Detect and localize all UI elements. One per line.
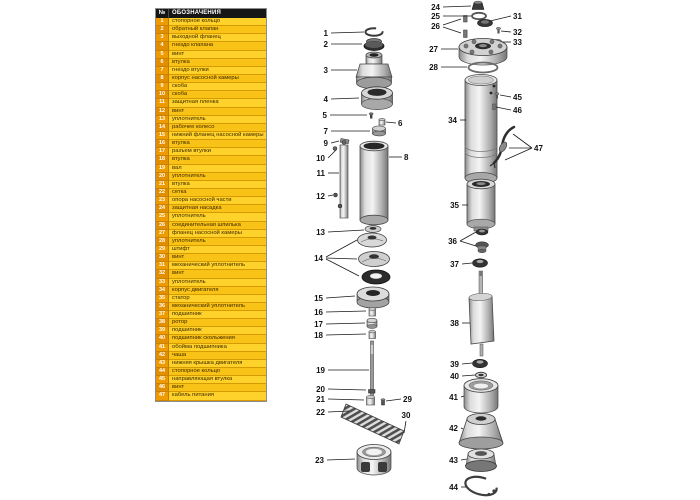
- row-number: 22: [156, 189, 169, 197]
- leader-line: [328, 399, 364, 400]
- row-number: 15: [156, 132, 169, 140]
- callout-label: 39: [450, 360, 459, 369]
- row-number: 2: [156, 26, 169, 34]
- callout-label: 5: [322, 111, 327, 120]
- leader-line: [328, 389, 366, 390]
- leader-line: [327, 459, 355, 460]
- callout-label: 14: [314, 254, 323, 263]
- leader-line: [462, 363, 472, 364]
- callout-label: 38: [450, 319, 459, 328]
- row-number: 42: [156, 352, 169, 360]
- callout-label: 4: [323, 95, 328, 104]
- part-screw-46: [493, 104, 496, 110]
- leader-line: [331, 32, 364, 33]
- part-lower-flange-15: [357, 287, 389, 308]
- callout-label: 44: [449, 483, 458, 492]
- part-seal-20: [369, 390, 376, 394]
- callout-label: 46: [513, 106, 522, 115]
- leader-line: [404, 421, 406, 433]
- part-rotor-38: [469, 271, 494, 356]
- part-bushing-18: [369, 330, 376, 338]
- leader-line: [328, 150, 336, 158]
- leader-line: [331, 141, 339, 143]
- row-number: 3: [156, 34, 169, 42]
- row-part-name: разъем втулки: [169, 148, 266, 156]
- row-number: 47: [156, 392, 169, 400]
- row-number: 29: [156, 246, 169, 254]
- row-number: 36: [156, 303, 169, 311]
- part-motor-bottom-cap-43: [466, 449, 497, 472]
- row-part-name: уплотнитель: [169, 238, 266, 246]
- part-impellers-14: [358, 233, 391, 284]
- leader-line: [461, 396, 464, 397]
- callout-label: 43: [449, 456, 458, 465]
- row-part-name: гнездо клапана: [169, 42, 266, 50]
- callout-label: 40: [450, 372, 459, 381]
- row-part-name: направляющая втулка: [169, 376, 266, 384]
- row-part-name: механический уплотнитель: [169, 303, 266, 311]
- callout-label: 21: [316, 395, 325, 404]
- row-part-name: чаша: [169, 352, 266, 360]
- part-pin-29: [381, 399, 385, 405]
- row-number: 37: [156, 311, 169, 319]
- callout-label: 32: [513, 28, 522, 37]
- callout-label: 31: [513, 12, 522, 21]
- row-number: 19: [156, 165, 169, 173]
- leader-line: [328, 195, 333, 196]
- callout-label: 11: [316, 169, 325, 178]
- row-number: 33: [156, 279, 169, 287]
- row-number: 1: [156, 18, 169, 26]
- row-part-name: втулка: [169, 156, 266, 164]
- callout-label: 35: [450, 201, 459, 210]
- part-protective-cap-24: [472, 1, 484, 9]
- row-part-name: статор: [169, 295, 266, 303]
- part-clamp-10: [333, 147, 337, 151]
- row-number: 10: [156, 91, 169, 99]
- row-part-name: нижняя крышка двигателя: [169, 360, 266, 368]
- callout-label: 36: [448, 237, 457, 246]
- leader-line: [500, 95, 511, 97]
- row-part-name: гнездо втулки: [169, 67, 266, 75]
- leader-line: [443, 6, 471, 7]
- row-number: 5: [156, 51, 169, 59]
- callout-label: 1: [323, 29, 328, 38]
- row-part-name: корпус двигателя: [169, 287, 266, 295]
- leader-line: [386, 399, 401, 401]
- row-number: 30: [156, 254, 169, 262]
- row-part-name: механический уплотнитель: [169, 262, 266, 270]
- row-number: 31: [156, 262, 169, 270]
- row-part-name: подшипник: [169, 327, 266, 335]
- callout-label: 3: [323, 66, 328, 75]
- part-screw-32: [496, 27, 500, 33]
- leader-line: [461, 428, 463, 429]
- callout-label: 29: [403, 395, 412, 404]
- part-cup-42: [459, 414, 503, 450]
- row-number: 7: [156, 67, 169, 75]
- callout-label: 13: [316, 228, 325, 237]
- part-bearing-37: [473, 259, 488, 267]
- callout-label: 37: [450, 260, 459, 269]
- header-name-column: ОБОЗНАЧЕНИЯ: [172, 10, 221, 16]
- row-part-name: ротор: [169, 319, 266, 327]
- leader-line: [462, 375, 475, 376]
- row-number: 8: [156, 75, 169, 83]
- leader-line: [326, 240, 357, 257]
- row-part-name: винт: [169, 51, 266, 59]
- part-bushing-6: [379, 118, 385, 125]
- row-part-name: корпус насосной камеры: [169, 75, 266, 83]
- row-part-name: кабель питания: [169, 392, 266, 400]
- leader-line: [462, 263, 472, 264]
- leader-line: [460, 232, 476, 241]
- callout-label: 33: [513, 38, 522, 47]
- leader-line: [443, 19, 461, 25]
- part-bearing-sleeve-41: [464, 379, 498, 413]
- leader-line: [386, 122, 396, 123]
- row-part-name: втулка: [169, 59, 266, 67]
- row-number: 20: [156, 173, 169, 181]
- leader-line: [461, 459, 467, 460]
- row-part-name: винт: [169, 270, 266, 278]
- callout-label: 18: [314, 331, 323, 340]
- row-part-name: винт: [169, 108, 266, 116]
- part-snap-ring-1: [366, 28, 383, 36]
- row-part-name: скоба: [169, 91, 266, 99]
- leader-line: [496, 107, 511, 110]
- row-part-name: выходной фланец: [169, 34, 266, 42]
- part-motor-housing-34: [465, 75, 497, 184]
- part-bushing-21: [367, 395, 375, 405]
- row-number: 46: [156, 384, 169, 392]
- callout-label: 20: [316, 385, 325, 394]
- callout-label: 45: [513, 93, 522, 102]
- row-number: 41: [156, 344, 169, 352]
- callout-label: 6: [398, 119, 403, 128]
- part-slide-bearing-40: [476, 372, 487, 378]
- header-number-column: №: [156, 9, 169, 18]
- row-part-name: защитная пленка: [169, 99, 266, 107]
- callout-label: 27: [429, 45, 438, 54]
- row-number: 24: [156, 205, 169, 213]
- row-number: 25: [156, 213, 169, 221]
- part-pump-support-23: [357, 445, 391, 476]
- row-number: 21: [156, 181, 169, 189]
- row-part-name: штифт: [169, 246, 266, 254]
- leader-line: [490, 16, 511, 21]
- callout-label: 8: [404, 153, 409, 162]
- part-mech-seal-36: [476, 229, 489, 253]
- row-part-name: стопорное кольцо: [169, 368, 266, 376]
- row-part-name: уплотнитель: [169, 116, 266, 124]
- callout-label: 34: [448, 116, 457, 125]
- leader-line: [460, 241, 476, 246]
- part-stator-35: [467, 179, 495, 231]
- callout-label: 26: [431, 22, 440, 31]
- leader-line: [443, 27, 461, 33]
- row-number: 34: [156, 287, 169, 295]
- callout-label: 10: [316, 154, 325, 163]
- row-part-name: уплотнитель: [169, 213, 266, 221]
- callout-label: 41: [449, 393, 458, 402]
- callout-label: 30: [401, 411, 411, 420]
- callout-label: 19: [316, 366, 325, 375]
- row-number: 23: [156, 197, 169, 205]
- row-part-name: подшипник скольжения: [169, 335, 266, 343]
- row-part-name: подшипник: [169, 311, 266, 319]
- part-studs-26: [464, 16, 468, 38]
- row-number: 16: [156, 140, 169, 148]
- row-part-name: защитная насадка: [169, 205, 266, 213]
- row-number: 18: [156, 156, 169, 164]
- callout-label: 47: [534, 144, 543, 153]
- part-snap-ring-44: [463, 474, 498, 499]
- row-number: 43: [156, 360, 169, 368]
- part-mesh-screen-22: [341, 404, 404, 444]
- callout-label: 12: [316, 192, 325, 201]
- row-number: 14: [156, 124, 169, 132]
- row-part-name: скоба: [169, 83, 266, 91]
- leader-line: [326, 296, 355, 298]
- part-oring-25: [472, 13, 486, 19]
- row-part-name: втулка: [169, 140, 266, 148]
- row-part-name: стопорное кольцо: [169, 18, 266, 26]
- row-number: 45: [156, 376, 169, 384]
- row-number: 17: [156, 148, 169, 156]
- row-part-name: обойма подшипника: [169, 344, 266, 352]
- row-part-name: опора насосной части: [169, 197, 266, 205]
- leader-line: [326, 259, 359, 276]
- row-number: 11: [156, 99, 169, 107]
- leader-line: [326, 323, 365, 324]
- row-part-name: винт: [169, 384, 266, 392]
- row-number: 27: [156, 230, 169, 238]
- part-bushing-16: [369, 308, 376, 316]
- leader-line: [326, 334, 366, 335]
- callout-label: 7: [323, 127, 328, 136]
- row-number: 39: [156, 327, 169, 335]
- row-number: 26: [156, 222, 169, 230]
- part-seal-13: [365, 226, 381, 233]
- row-part-name: уплотнитель: [169, 173, 266, 181]
- leader-line: [501, 31, 511, 32]
- callout-label: 16: [314, 308, 323, 317]
- row-number: 28: [156, 238, 169, 246]
- callout-label: 23: [315, 456, 324, 465]
- part-bushing-seat-7: [373, 126, 386, 136]
- leader-line: [505, 148, 532, 160]
- part-bushing-joint-17: [367, 318, 377, 328]
- part-valve-seat-4: [362, 87, 393, 110]
- row-part-name: обратный клапан: [169, 26, 266, 34]
- callout-label: 22: [316, 408, 325, 417]
- leader-line: [328, 230, 364, 232]
- leader-line: [326, 311, 366, 312]
- row-number: 9: [156, 83, 169, 91]
- row-number: 12: [156, 108, 169, 116]
- row-part-name: соединительная шпилька: [169, 222, 266, 230]
- row-number: 13: [156, 116, 169, 124]
- row-part-name: винт: [169, 254, 266, 262]
- row-number: 38: [156, 319, 169, 327]
- callout-label: 15: [314, 294, 323, 303]
- row-number: 6: [156, 59, 169, 67]
- row-part-name: сетка: [169, 189, 266, 197]
- row-number: 44: [156, 368, 169, 376]
- row-number: 35: [156, 295, 169, 303]
- part-screw-5: [369, 113, 373, 119]
- leader-line: [326, 258, 357, 259]
- callout-label: 24: [431, 3, 440, 12]
- row-part-name: вал: [169, 165, 266, 173]
- part-check-valve-2: [364, 39, 384, 51]
- leader-line: [331, 98, 359, 99]
- callout-label: 9: [323, 139, 328, 148]
- part-shaft-19: [371, 341, 374, 397]
- row-number: 32: [156, 270, 169, 278]
- row-number: 4: [156, 42, 169, 50]
- callout-label: 28: [429, 63, 438, 72]
- row-part-name: фланец насосной камеры: [169, 230, 266, 238]
- callout-label: 25: [431, 12, 440, 21]
- part-pump-chamber-housing-8: [360, 141, 388, 225]
- row-number: 40: [156, 335, 169, 343]
- part-chamber-flange-27: [459, 39, 507, 66]
- part-bearing-39: [473, 359, 488, 367]
- part-outlet-flange-3: [356, 52, 392, 89]
- row-part-name: уплотнитель: [169, 279, 266, 287]
- row-part-name: втулка: [169, 181, 266, 189]
- part-mech-seal-31: [478, 19, 493, 26]
- callout-label: 2: [323, 40, 328, 49]
- callout-label: 17: [314, 320, 323, 329]
- row-part-name: рабочее колесо: [169, 124, 266, 132]
- leader-line: [513, 134, 532, 148]
- row-part-name: нижний фланец насосной камеры: [169, 132, 266, 140]
- callout-label: 42: [449, 424, 458, 433]
